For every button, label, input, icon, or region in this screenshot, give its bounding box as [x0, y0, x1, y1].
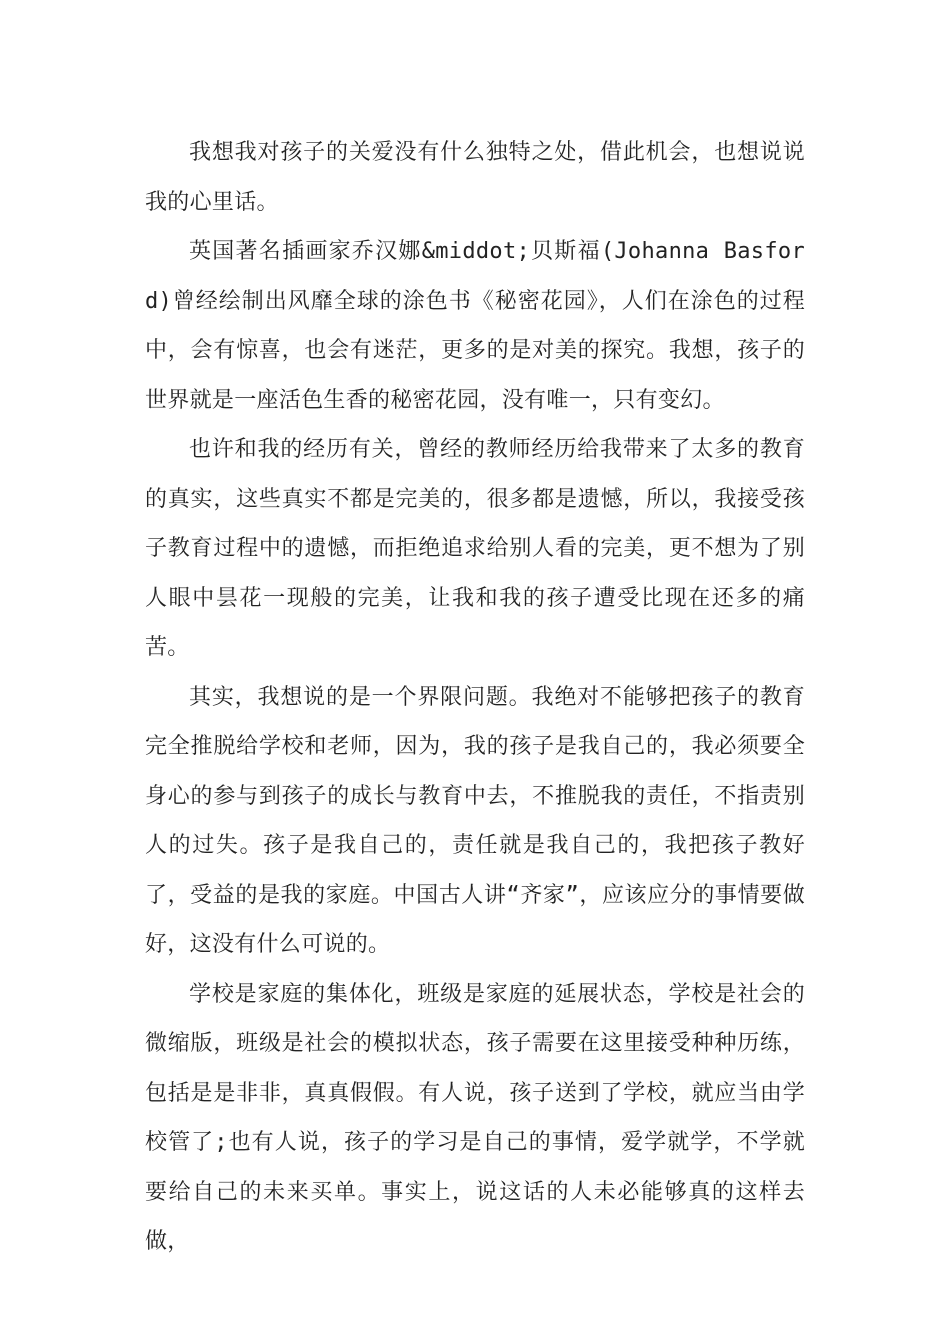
- paragraph-2: 英国著名插画家乔汉娜&middot;贝斯福(Johanna Basford)曾经绘制出风靡全球的涂色书《秘密花园》，人们在涂色的过程中，会有惊喜，也会有迷茫，更多的是对美的探究。我想，孩子的世界就是一座活色生香的秘密花园，没有唯一，只有变幻。: [145, 239, 805, 413]
- paragraph-1: 我想我对孩子的关爱没有什么独特之处，借此机会，也想说说我的心里话。: [145, 140, 805, 215]
- paragraph-3: 也许和我的经历有关，曾经的教师经历给我带来了太多的教育的真实，这些真实不都是完美的，很多都是遗憾，所以，我接受孩子教育过程中的遗憾，而拒绝追求给别人看的完美，更不想为了别人眼中昙花一现般的完美，让我和我的孩子遭受比现在还多的痛苦。: [145, 437, 805, 660]
- paragraph-4: 其实，我想说的是一个界限问题。我绝对不能够把孩子的教育完全推脱给学校和老师，因为，我的孩子是我自己的，我必须要全身心的参与到孩子的成长与教育中去，不推脱我的责任，不指责别人的过失。孩子是我自己的，责任就是我自己的，我把孩子教好了，受益的是我的家庭。中国古人讲“齐家”，应该应分的事情要做好，这没有什么可说的。: [145, 684, 805, 957]
- paragraph-5: 学校是家庭的集体化，班级是家庭的延展状态，学校是社会的微缩版，班级是社会的模拟状态，孩子需要在这里接受种种历练，包括是是非非，真真假假。有人说，孩子送到了学校，就应当由学校管了;也有人说，孩子的学习是自己的事情，爱学就学，不学就要给自己的未来买单。事实上，说这话的人未必能够真的这样去做，: [145, 981, 805, 1254]
- document-body: [145, 128, 805, 1267]
